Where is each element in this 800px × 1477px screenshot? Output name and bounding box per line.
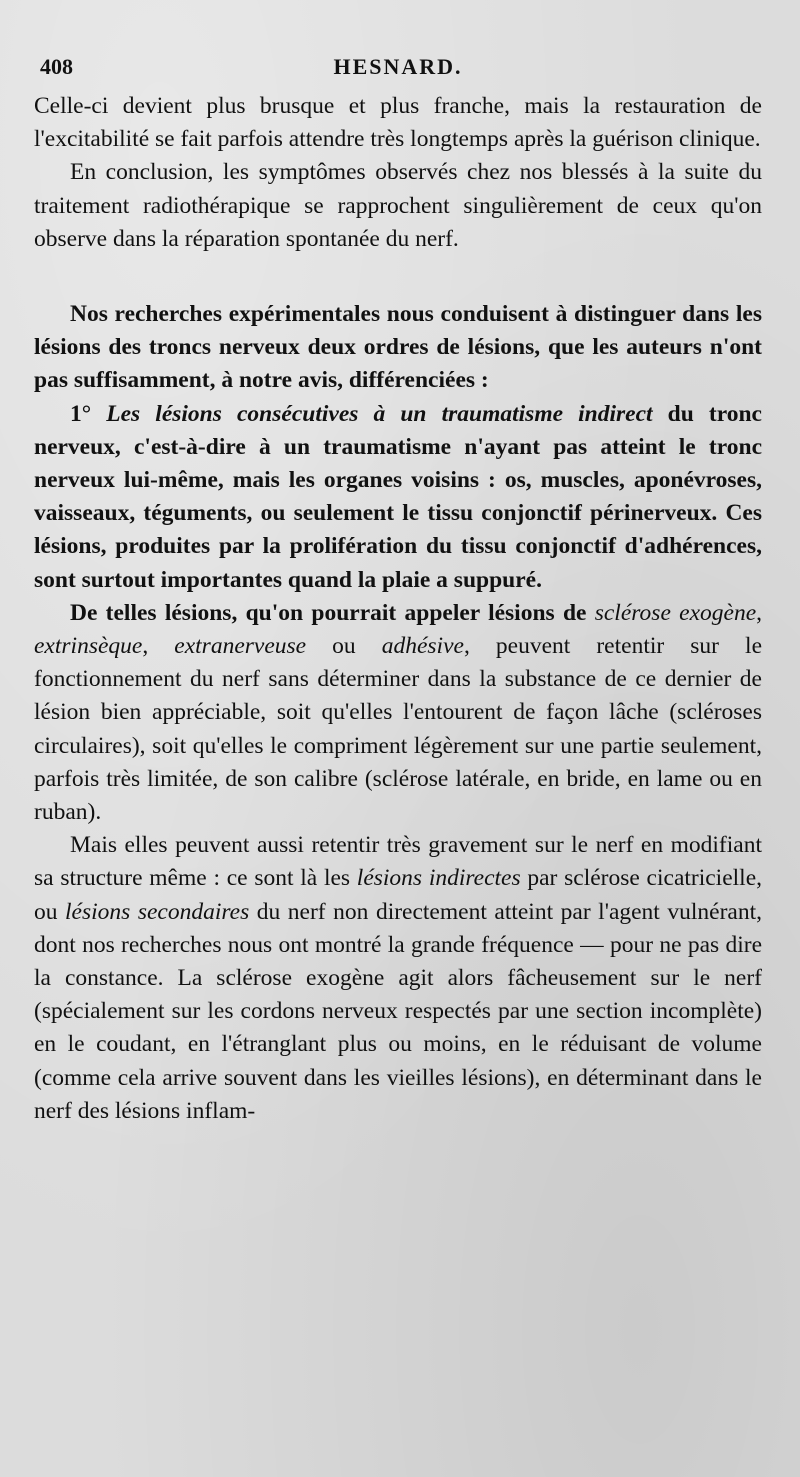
punctuation: , — [142, 633, 175, 660]
list-marker: 1° — [70, 400, 107, 427]
page-number: 408 — [40, 54, 73, 79]
paragraph-2: En conclusion, les symptômes observés chez nos blessés à la suite du traitement radiothérapique se rapprochent singulièrement de ceux qu'on observe dans la réparation spontanée du nerf. — [34, 159, 762, 252]
paragraph-4 — [34, 398, 762, 597]
paragraph-3: Nos recherches expérimentales nous conduisent à distinguer dans les lésions des troncs nerveux deux ordres de lésions, que les auteurs n'ont pas suffisamment, à notre avis, différenciées : — [34, 301, 762, 394]
connector-text: ou — [306, 633, 382, 660]
running-head — [34, 50, 762, 90]
italic-term: Les lésions consécutives à un traumatisme indirect — [106, 400, 653, 427]
italic-term: sclérose exogène — [594, 599, 757, 626]
italic-term: lésions indirectes — [356, 865, 521, 892]
italic-term: adhésive — [381, 633, 464, 660]
italic-term: extranerveuse — [174, 633, 307, 660]
paragraph-5-lead: De telles lésions, qu'on pourrait appeler lésions de — [70, 599, 595, 626]
paragraph-5-text: , peuvent retentir sur le fonctionnement du nerf sans déterminer dans la substance de ce dernier de lésion bien appréciable, soit qu'elles l'entourent de façon lâche (scléroses circulaires), soit qu'elles le compriment légèrement sur une partie seulement, parfois très limitée, de son calibre (sclérose latérale, en bride, en lame ou en ruban). — [34, 633, 763, 826]
paragraph-6-text: Mais elles peuvent aussi retentir très gravement sur le nerf en modifiant sa structure même : ce sont là les — [34, 832, 762, 892]
italic-term: extrinsèque — [34, 633, 143, 660]
paragraph-6-text: par sclérose cicatricielle, ou — [34, 865, 763, 925]
book-page — [34, 50, 762, 1128]
paragraph-4-text: du tronc nerveux, c'est-à-dire à un traumatisme n'ayant pas atteint le tronc nerveux lui-même, mais les organes voisins : os, muscles, aponévroses, vaisseaux, téguments, ou seulement le tissu conjonctif périnerveux. Ces lésions, produites par la prolifération du tissu conjonctif d'adhérences, sont surtout importantes quand la plaie a suppuré. — [34, 400, 762, 593]
punctuation: , — [756, 599, 762, 626]
paragraph-6 — [34, 829, 762, 1128]
running-title: HESNARD. — [333, 54, 463, 79]
section-break — [34, 256, 762, 298]
paragraph-1: Celle-ci devient plus brusque et plus franche, mais la restauration de l'excitabilité se fait parfois attendre très longtemps après la guérison clinique. — [34, 93, 762, 153]
italic-term: lésions secondaires — [65, 898, 250, 925]
paragraph-5 — [34, 597, 762, 829]
body-text — [34, 90, 762, 1128]
paragraph-6-text: du nerf non directement atteint par l'agent vulnérant, dont nos recherches nous ont montré la grande fréquence — pour ne pas dire la constance. La sclérose exogène agit alors fâcheusement sur le nerf (spécialement sur les cordons nerveux respectés par une section incomplète) en le coudant, en l'étranglant plus ou moins, en le réduisant de volume (comme cela arrive souvent dans les vieilles lésions), en déterminant dans le nerf des lésions inflam- — [34, 898, 762, 1124]
